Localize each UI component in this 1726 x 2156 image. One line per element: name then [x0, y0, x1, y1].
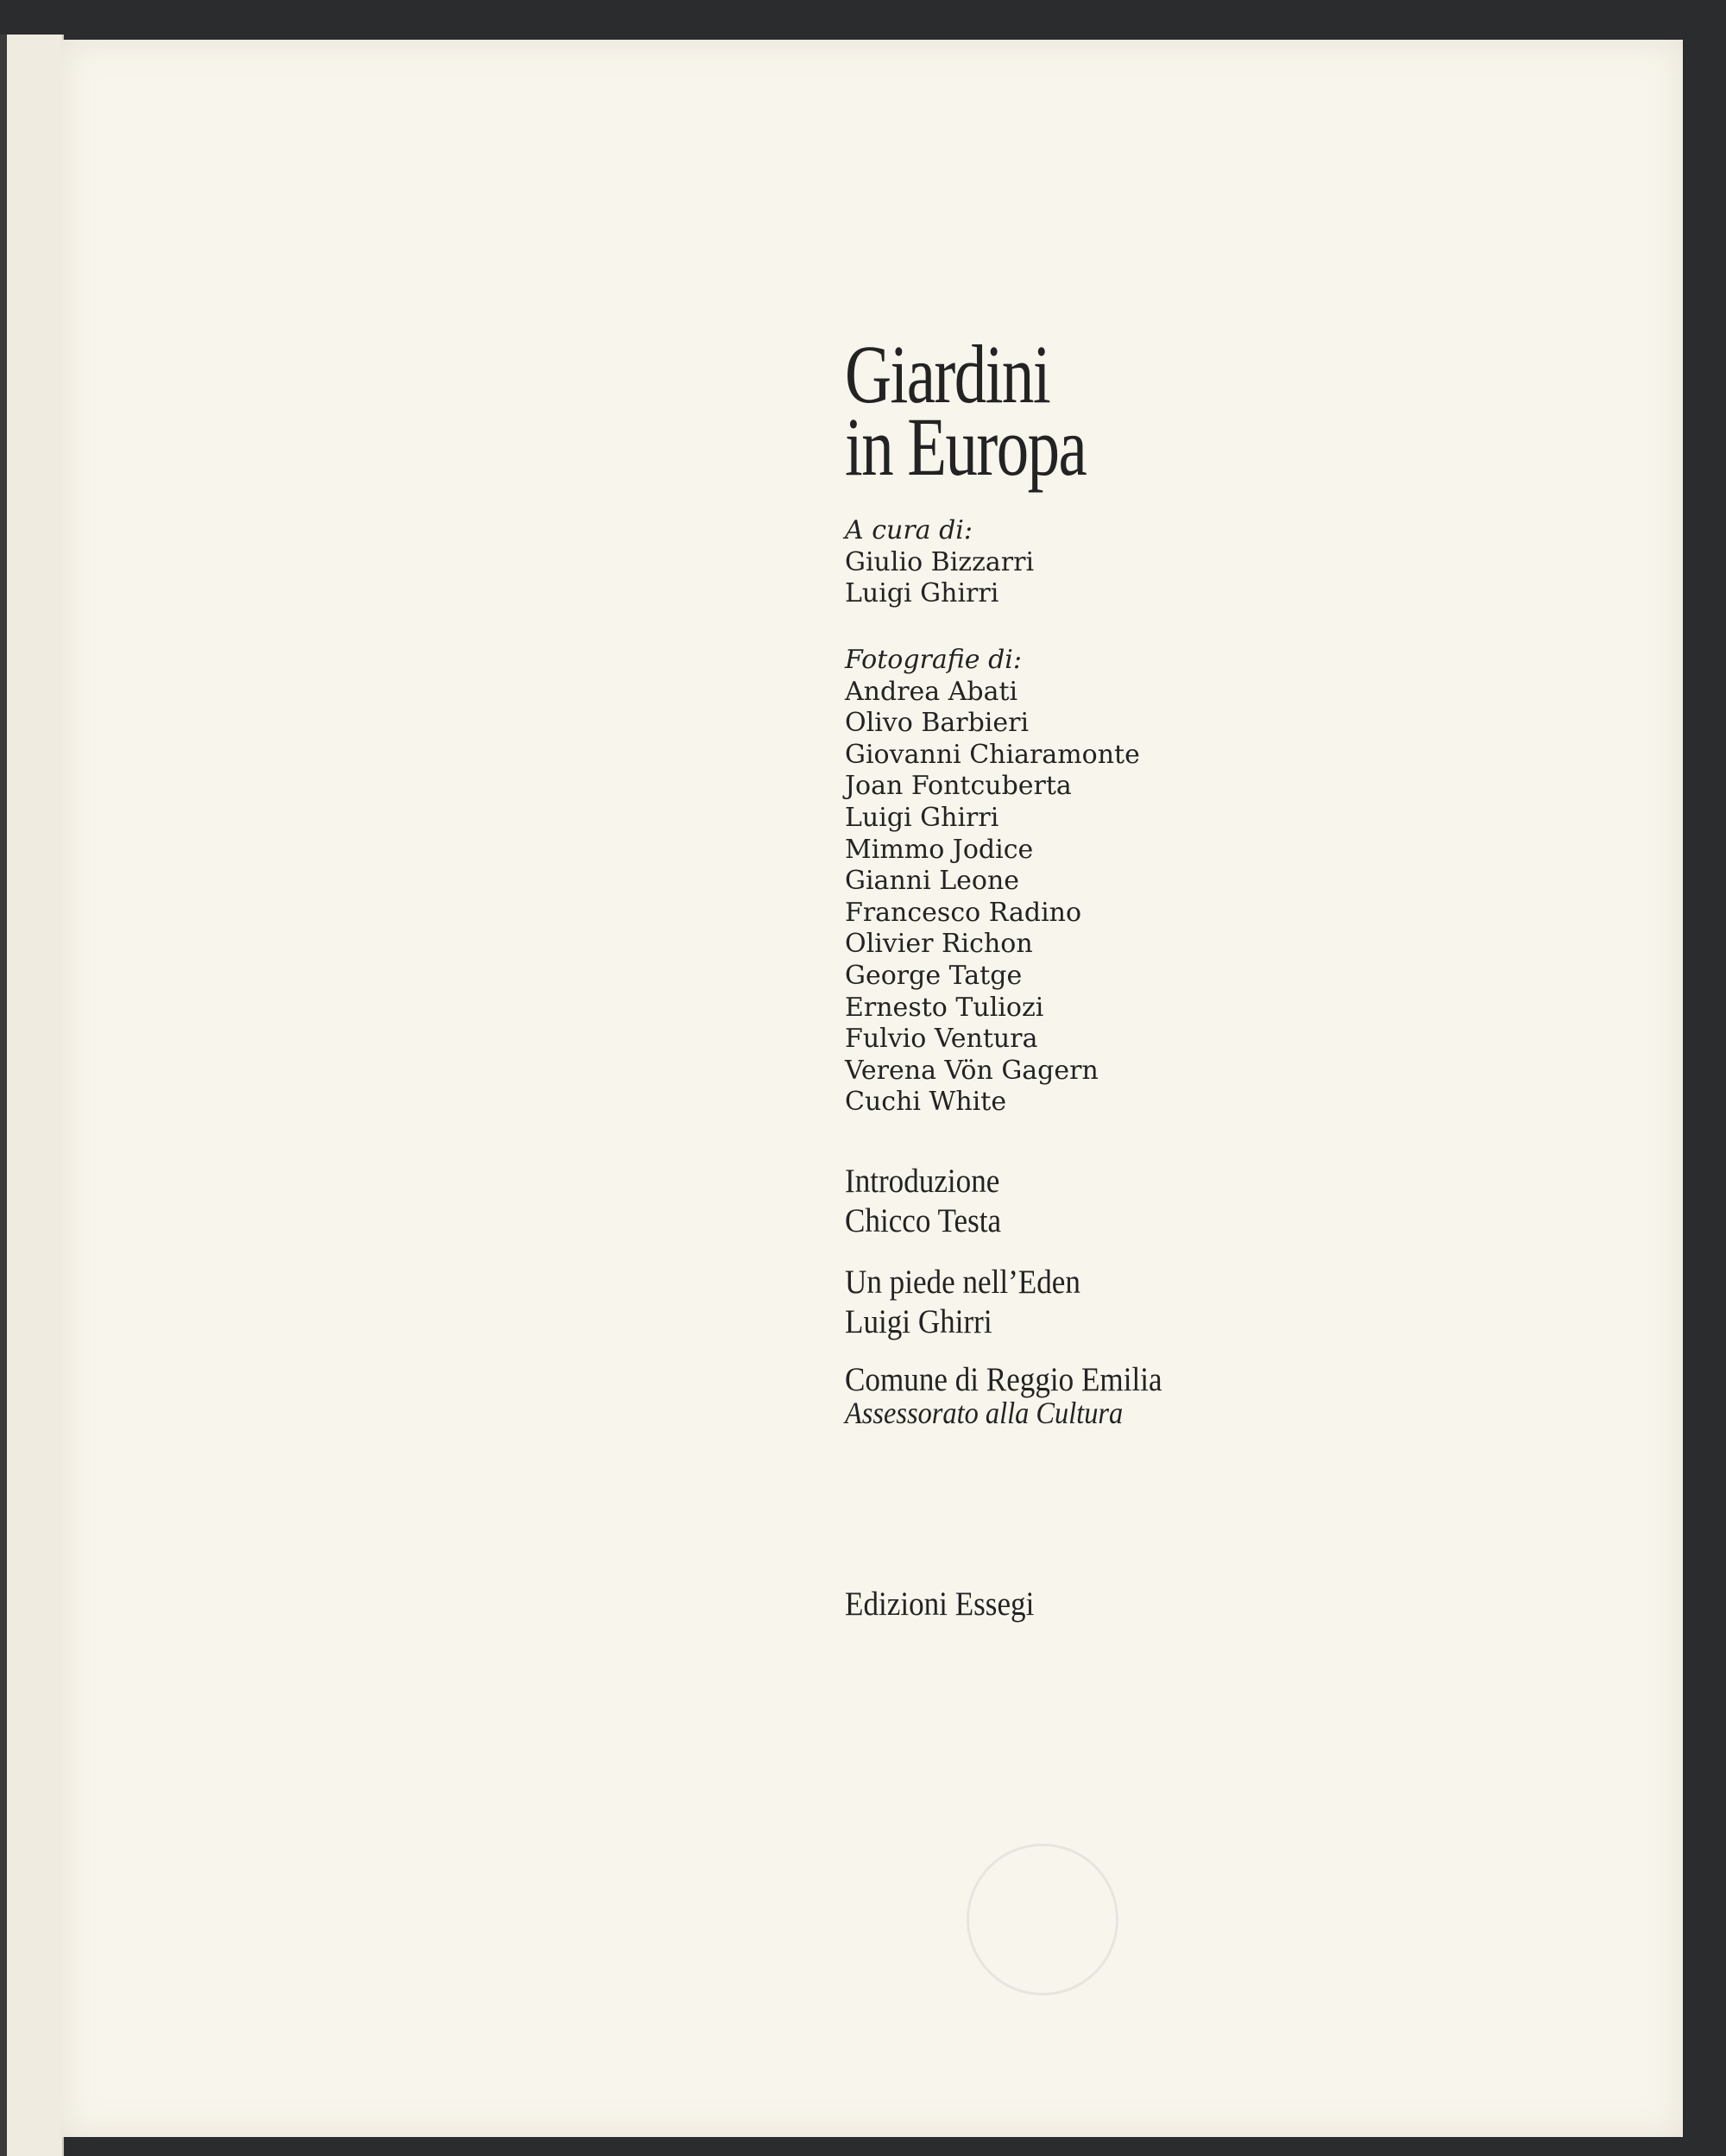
photographer-name: Gianni Leone [845, 866, 1020, 897]
photographer-name: Andrea Abati [845, 676, 1018, 707]
introduction-label: Introduzione [845, 1163, 1000, 1200]
editor-name: Giulio Bizzarri [845, 546, 1035, 577]
photographer-name: Olivo Barbieri [845, 708, 1030, 739]
editors-label: A cura di: [845, 515, 973, 545]
introduction-author: Chicco Testa [845, 1202, 1002, 1239]
photographer-name: Fulvio Ventura [845, 1024, 1038, 1055]
photographers-section [845, 645, 1140, 1119]
publisher: Edizioni Essegi [845, 1585, 1035, 1623]
sponsor-department: Assessorato alla Cultura [845, 1396, 1124, 1430]
book-title [845, 328, 1087, 493]
sponsor-section [845, 1361, 1162, 1430]
photographer-name: Verena Vön Gagern [845, 1055, 1099, 1086]
title-line-1: Giardini [845, 328, 1050, 420]
photographer-name: Mimmo Jodice [845, 834, 1034, 865]
photographer-name: Luigi Ghirri [845, 802, 999, 833]
photographer-name: Francesco Radino [845, 897, 1082, 928]
previous-page-edge [0, 35, 64, 2156]
photographer-name: Giovanni Chiaramonte [845, 739, 1140, 770]
photographer-name: Joan Fontcuberta [845, 771, 1072, 802]
photographer-name: Ernesto Tuliozi [845, 992, 1044, 1023]
essay-label: Un piede nell’Eden [845, 1264, 1080, 1301]
introduction-section [845, 1162, 1001, 1241]
photographer-name: George Tatge [845, 960, 1023, 991]
editor-name: Luigi Ghirri [845, 578, 999, 609]
sponsor-name: Comune di Reggio Emilia [845, 1361, 1162, 1398]
essay-author: Luigi Ghirri [845, 1303, 992, 1340]
photographers-label: Fotografie di: [845, 645, 1022, 675]
title-line-2: in Europa [845, 400, 1087, 493]
editors-section [845, 515, 1034, 610]
photographer-name: Cuchi White [845, 1087, 1007, 1118]
essay-section [845, 1263, 1080, 1342]
photographer-name: Olivier Richon [845, 929, 1033, 960]
library-stamp-faint [967, 1844, 1118, 1995]
